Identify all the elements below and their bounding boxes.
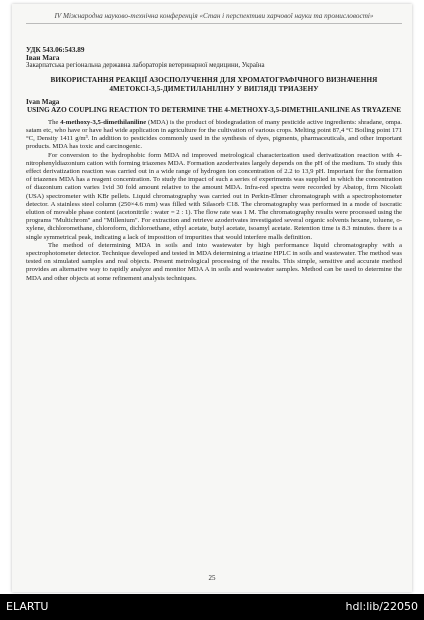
paragraph-2: For conversion to the hydrophobic form MDA nd improved metrological characterization used derivatization reaction with 4-nitrophenyldiazonium cation with forming triazenes MDA. Formation azoderivates largely depends on the pH of the medium. To study this effect derivatization reaction was carried out in a wide range of hydrogen ion concentration of 2.2 to 13,9 pH. Important for the formation of triazenes MDA has a reagent concentration. To study the impact of such a series of experiments was supplied in which the concentration of diazonium cation varies 1vid 30 fold amount relative to the amount MDA. Infra-red spectra were recorded by Abatop, firm Nicolatt (USA) spectrometer with KBr pellets. Liquid chromatography was carried out in Perkin-Elmer chromatograph with a spectrophotometer detector. A stainless steel column (250×4.6 mm) was filled with Silasorb C18. The chromatography was performed in a mode of isocratic elution of movable phase content (acetonitrile : water = 2 : 1). The flow rate was 1 M. The chromatography results were processed using the programs "Multichrom" and "Millenium". For extraction and retrieve azoderivates investigated several organic solvents hexane, toluene, o-xylene, dichloromethane, chloroform, dichloroethane, ethyl acetate, butyl acetate, isoamyl acetate. Retention time is 8.3 minutes. there is a single symmetrical peak, indicating a lack of imposition of impurities that would interfere malls definition.	[26, 151, 402, 241]
page-number: 25	[208, 574, 216, 582]
paragraph-3: The method of determining MDA in soils and into wastewater by high performance liquid chromatography with a spectrophotometer detector. Technique developed and tested in MDA determining a triazine HPLC in soils and wastewater. The method was tested on simulated samples and real objects. Present metrological processing of the results. This simple, sensitive and accurate method provides an alternative way to rapidly analyze and monitor MDA A in soils and wastewater samples. Method can be used to determine the MDA and other objects at some refinement analysis techniques.	[26, 241, 402, 282]
author-ua: Іван Мага	[26, 54, 60, 63]
para1-lead: The	[48, 118, 61, 126]
article-body	[26, 46, 402, 283]
affiliation-ua: Закарпатська регіональна державна лабораторія ветеринарної медицини, Україна	[26, 62, 265, 70]
conference-header: IV Міжнародна науково-технічна конференція «Стан і перспективи харчової науки та промисловості»	[26, 12, 402, 24]
udk-code: УДК 543.06:543.89	[26, 46, 85, 54]
author-en: Ivan Maga	[26, 97, 60, 106]
title-ua: ВИКОРИСТАННЯ РЕАКЦІЇ АЗОСПОЛУЧЕННЯ ДЛЯ ХРОМАТОГРАФІЧНОГО ВИЗНАЧЕННЯ 4МЕТОКСІ-3,5-ДИМЕТИЛАНІЛІНУ У ВИГЛЯДІ ТРИАЗЕНУ	[50, 75, 378, 93]
document-page	[12, 4, 412, 592]
footer-bar	[0, 594, 424, 620]
para1-rest: (MDA) is the product of biodegradation of many pesticide active ingredients: shradane, ompa. satam etc, who have or have had wide application in agriculture for the cultivation of various crops. Melting point 87,4 °C Boiling point 171 °C, Density 1411 g/m³. In addition to pesticides commonly used in the synthesis of dyes, pigments, pharmaceuticals, and other important products. MDA has toxic and carcinogenic.	[26, 118, 402, 151]
footer-handle: hdl:lib/22050	[345, 600, 418, 613]
footer-repository-name: ELARTU	[6, 600, 49, 613]
paragraph-1	[26, 119, 402, 152]
title-en: USING AZO COUPLING REACTION TO DETERMINE THE 4-METHOXY-3,5-DIMETHILANILINE AS TRYAZENE	[26, 105, 402, 114]
para1-compound: 4-methoxy-3,5-dimethilaniline	[60, 118, 147, 126]
